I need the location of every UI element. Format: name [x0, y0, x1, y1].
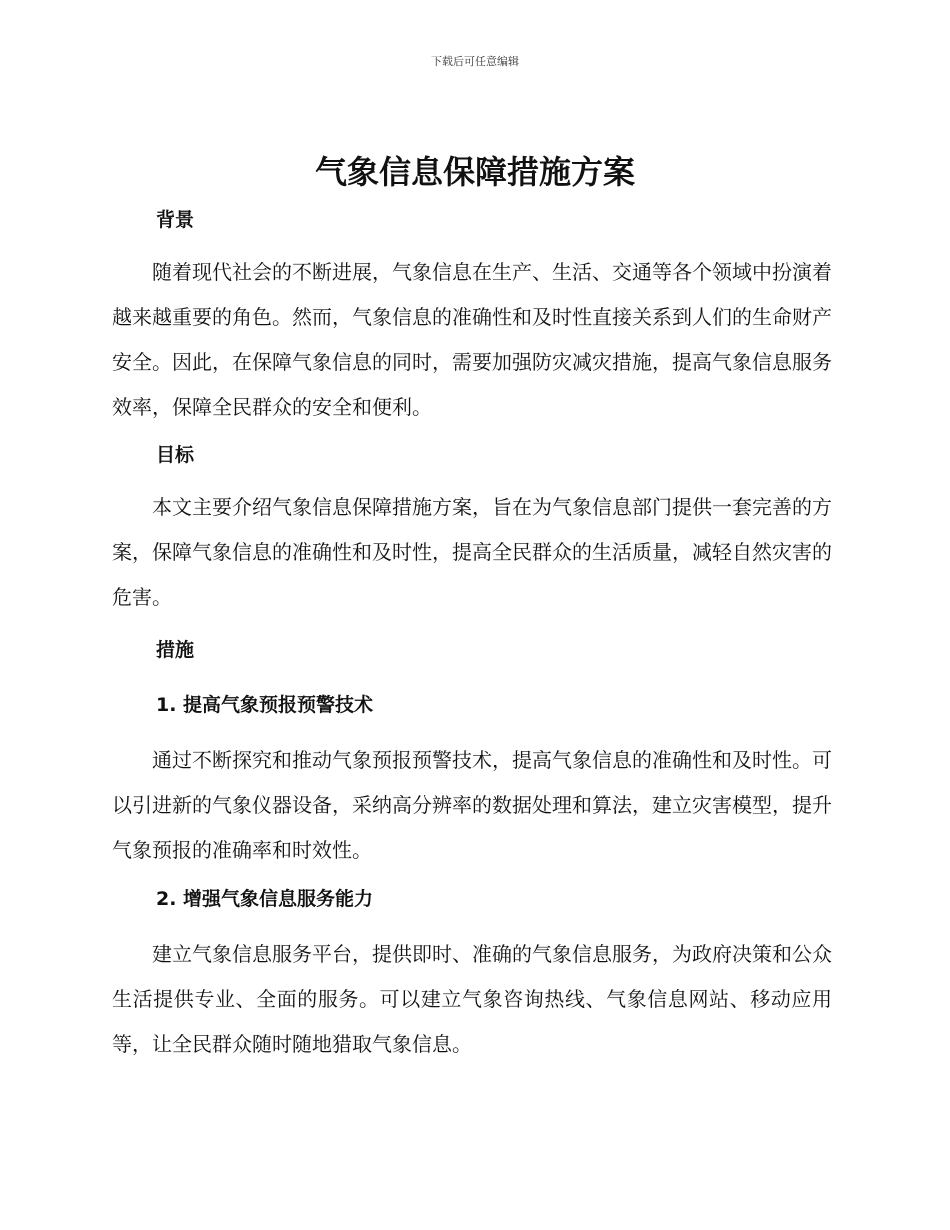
section-heading-measures: 措施: [156, 639, 195, 661]
section-paragraph-background: 随着现代社会的不断进展，气象信息在生产、生活、交通等各个领域中扮演着越来越重要的角色。然而，气象信息的准确性和及时性直接关系到人们的生命财产安全。因此，在保障气象信息的同时，需要加强防灾减灾措施，提高气象信息服务效率，保障全民群众的安全和便利。: [112, 260, 832, 419]
section-heading-goal: 目标: [156, 444, 195, 466]
subsection-heading-service: 2. 增强气象信息服务能力: [156, 888, 374, 910]
subsection-paragraph-service: 建立气象信息服务平台，提供即时、准确的气象信息服务，为政府决策和公众生活提供专业、全面的服务。可以建立气象咨询热线、气象信息网站、移动应用等，让全民群众随时随地猎取气象信息。: [112, 942, 832, 1056]
document-title: 气象信息保障措施方案: [314, 153, 635, 191]
section-paragraph-goal: 本文主要介绍气象信息保障措施方案，旨在为气象信息部门提供一套完善的方案，保障气象信息的准确性和及时性，提高全民群众的生活质量，减轻自然灾害的危害。: [112, 495, 832, 609]
subsection-paragraph-forecast: 通过不断探究和推动气象预报预警技术，提高气象信息的准确性和及时性。可以引进新的气象仪器设备，采纳高分辨率的数据处理和算法，建立灾害模型，提升气象预报的准确率和时效性。: [112, 748, 832, 862]
section-heading-background: 背景: [156, 209, 195, 231]
subsection-heading-forecast: 1. 提高气象预报预警技术: [156, 694, 374, 716]
page-header-note: 下载后可任意编辑: [431, 55, 519, 68]
